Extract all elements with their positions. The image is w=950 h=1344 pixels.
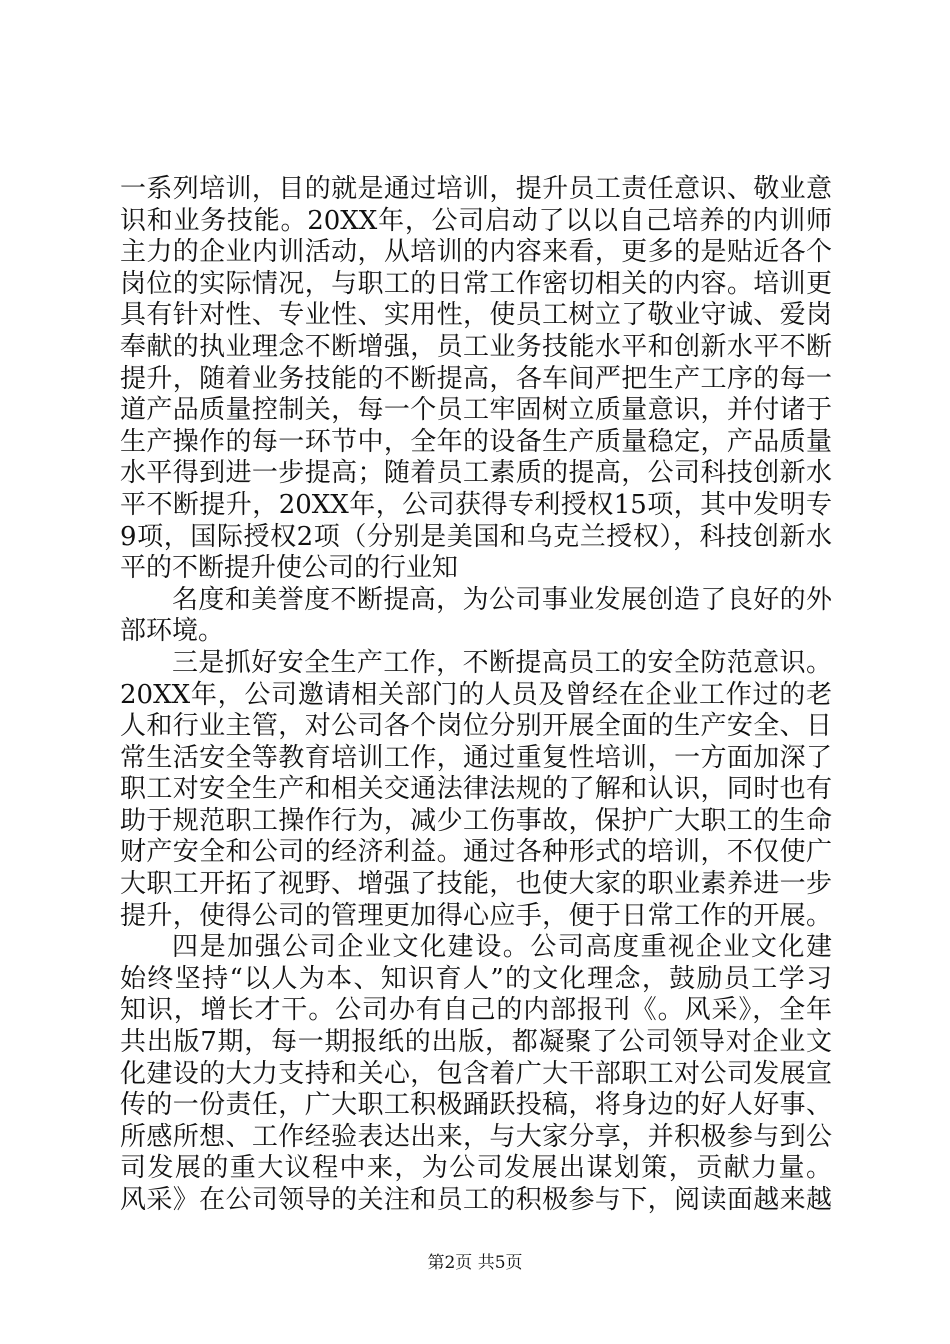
text-line: 具有针对性、专业性、实用性，使员工树立了敬业守诚、爱岗: [120, 300, 832, 331]
text-line: 提升，使得公司的管理更加得心应手，便于日常工作的开展。: [120, 900, 832, 931]
text-line: 平不断提升，20XX年，公司获得专利授权15项，其中发明专: [120, 489, 832, 520]
text-line: 助于规范职工操作行为，减少工伤事故，保护广大职工的生命: [120, 805, 832, 836]
text-line: 部环境。: [120, 616, 225, 647]
text-line: 三是抓好安全生产工作，不断提高员工的安全防范意识。: [172, 647, 832, 678]
text-line: 人和行业主管，对公司各个岗位分别开展全面的生产安全、日: [120, 711, 832, 742]
text-line: 常生活安全等教育培训工作，通过重复性培训，一方面加深了: [120, 742, 832, 773]
text-line: 道产品质量控制关，每一个员工牢固树立质量意识，并付诸于: [120, 395, 832, 426]
text-line: 所感所想、工作经验表达出来，与大家分享，并积极参与到公: [120, 1121, 832, 1152]
text-line: 职工对安全生产和相关交通法律法规的了解和认识，同时也有: [120, 774, 832, 805]
text-line: 化建设的大力支持和关心，包含着广大干部职工对公司发展宣: [120, 1058, 832, 1089]
text-line: 共出版7期，每一期报纸的出版，都凝聚了公司领导对企业文: [120, 1027, 832, 1058]
text-line: 司发展的重大议程中来，为公司发展出谋划策，贡献力量。: [120, 1153, 832, 1184]
text-line: 四是加强公司企业文化建设。公司高度重视企业文化建: [172, 932, 832, 963]
text-line: 生产操作的每一环节中，全年的设备生产质量稳定，产品质量: [120, 426, 832, 457]
document-body: [120, 174, 832, 1217]
page-footer: 第2页 共5页: [427, 1253, 523, 1273]
text-line: 名度和美誉度不断提高，为公司事业发展创造了良好的外: [172, 584, 832, 615]
text-line: 提升，随着业务技能的不断提高，各车间严把生产工序的每一: [120, 363, 832, 394]
text-line: 知识，增长才干。公司办有自己的内部报刊《。风采》，全年: [120, 995, 832, 1026]
text-line: 财产安全和公司的经济利益。通过各种形式的培训，不仅使广: [120, 837, 832, 868]
text-line: 岗位的实际情况，与职工的日常工作密切相关的内容。培训更: [120, 268, 832, 299]
text-line: 传的一份责任，广大职工积极踊跃投稿，将身边的好人好事、: [120, 1090, 832, 1121]
text-line: 奉献的执业理念不断增强，员工业务技能水平和创新水平不断: [120, 331, 832, 362]
text-line: 大职工开拓了视野、增强了技能，也使大家的职业素养进一步: [120, 869, 832, 900]
text-line: 一系列培训，目的就是通过培训，提升员工责任意识、敬业意: [120, 174, 832, 204]
text-line: 平的不断提升使公司的行业知: [120, 553, 459, 584]
text-line: 始终坚持“以人为本、知识育人”的文化理念，鼓励员工学习: [120, 963, 832, 994]
text-line: 识和业务技能。20XX年，公司启动了以以自己培养的内训师: [120, 205, 832, 236]
text-line: 风采》在公司领导的关注和员工的积极参与下，阅读面越来越: [120, 1185, 832, 1215]
text-line: 主力的企业内训活动，从培训的内容来看，更多的是贴近各个: [120, 237, 832, 268]
text-line: 20XX年，公司邀请相关部门的人员及曾经在企业工作过的老: [120, 679, 832, 710]
text-line: 9项，国际授权2项（分别是美国和乌克兰授权），科技创新水: [120, 521, 832, 552]
text-line: 水平得到进一步提高；随着员工素质的提高，公司科技创新水: [120, 458, 832, 489]
